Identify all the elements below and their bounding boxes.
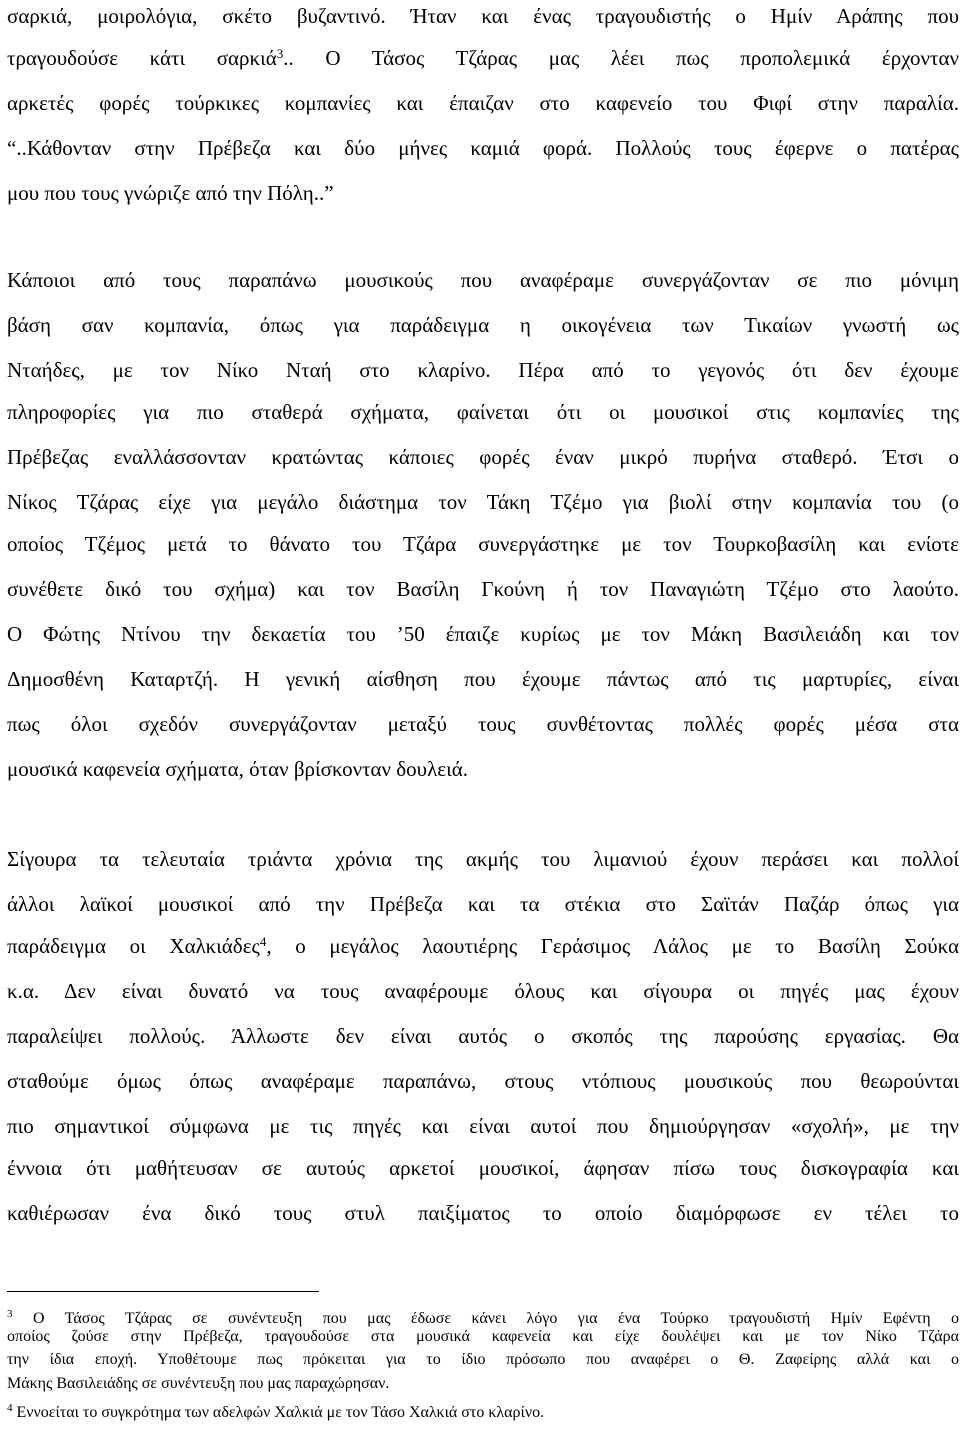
text-line — [7, 181, 959, 207]
footnote-ref[interactable]: 4 — [259, 933, 267, 949]
line-text: σαρκιά, μοιρολόγια, σκέτο βυζαντινό. Ήταν και ένας τραγουδιστής ο Ημίν Αράπης που — [7, 4, 959, 28]
line-text: καθιέρωσαν ένα δικό τους στυλ παιξίματος το οποίο διαμόρφωσε εν τέλει το — [7, 1201, 959, 1225]
text-line — [7, 532, 959, 558]
line-text: πληροφορίες για πιο σταθερά σχήματα, φαίνεται ότι οι μουσικοί στις κομπανίες της — [7, 400, 959, 424]
footnote-text: Μάκης Βασιλειάδης σε συνέντευξη που μας παραχώρησαν. — [7, 1375, 390, 1392]
line-text: οποίος Τζέμος μετά το θάνατο του Τζάρα συνεργάστηκε με τον Τουρκοβασίλη και ενίοτε — [7, 532, 959, 556]
line-text: πιο σημαντικοί σύμφωνα με τις πηγές και είναι αυτοί που δημιούργησαν «σχολή», με την — [7, 1114, 959, 1138]
line-text: , ο μεγάλος λαουτιέρης Γεράσιμος Λάλος με το Βασίλη Σούκα — [266, 934, 959, 958]
text-line — [7, 667, 959, 693]
text-line — [7, 979, 959, 1005]
footnote-text: την ίδια εποχή. Υποθέτουμε πως πρόκειται για το ίδιο πρόσωπο που αναφέρει ο Θ. Ζαφείρης αλλά και ο — [7, 1351, 959, 1368]
footnote-number: 3 — [7, 1308, 13, 1320]
text-line — [7, 268, 959, 294]
line-text: κ.α. Δεν είναι δυνατό να τους αναφέρουμε όλους και σίγουρα οι πηγές μας έχουν — [7, 979, 959, 1003]
line-text: Κάποιοι από τους παραπάνω μουσικούς που αναφέραμε συνεργάζονταν σε πιο μόνιμη — [7, 268, 959, 292]
text-line — [7, 934, 959, 960]
text-line — [7, 46, 959, 72]
footnote-separator — [7, 1291, 319, 1292]
line-text: τραγουδούσε κάτι σαρκιά — [7, 46, 277, 70]
line-text: συνέθετε δικό του σχήμα) και τον Βασίλη Γκούνη ή τον Παναγιώτη Τζέμο στο λαούτο. — [7, 577, 959, 601]
line-text: “..Κάθονταν στην Πρέβεζα και δύο μήνες καμιά φορά. Πολλούς τους έφερνε ο πατέρας — [7, 136, 959, 160]
footnote-text: Εννοείται το συγκρότημα των αδελφών Χαλκιά με τον Τάσο Χαλκιά στο κλαρίνο. — [16, 1404, 545, 1421]
line-text: άλλοι λαϊκοί μουσικοί από την Πρέβεζα και τα στέκια στο Σαϊτάν Παζάρ όπως για — [7, 892, 959, 916]
footnote-number: 4 — [7, 1402, 13, 1414]
line-text: Νίκος Τζάρας είχε για μεγάλο διάστημα τον Τάκη Τζέμο για βιολί στην κομπανία του (ο — [7, 490, 959, 514]
footnote-line — [7, 1398, 959, 1420]
footnote-text: οποίος ζούσε στην Πρέβεζα, τραγουδούσε στα μουσικά καφενεία και είχε δουλέψει και με τον Νίκο Τζάρα — [7, 1328, 959, 1345]
line-text: Πρέβεζας εναλλάσσονταν κρατώντας κάποιες φορές έναν μικρό πυρήνα σταθερό. Έτσι ο — [7, 445, 959, 469]
line-text: παράδειγμα οι Χαλκιάδες — [7, 934, 260, 958]
footnote-line — [7, 1304, 959, 1326]
text-line — [7, 136, 959, 162]
text-line — [7, 358, 959, 384]
line-text: έννοια ότι μαθήτευσαν σε αυτούς αρκετοί μουσικοί, άφησαν πίσω τους δισκογραφία και — [7, 1156, 959, 1180]
line-text: Σίγουρα τα τελευταία τριάντα χρόνια της ακμής του λιμανιού έχουν περάσει και πολλοί — [7, 847, 959, 871]
text-line — [7, 1069, 959, 1095]
line-text: παραλείψει πολλούς. Άλλωστε δεν είναι αυτός ο σκοπός της παρούσης εργασίας. Θα — [7, 1024, 959, 1048]
line-text: Ο Φώτης Ντίνου την δεκαετία του ’50 έπαιζε κυρίως με τον Μάκη Βασιλειάδη και τον — [7, 622, 959, 646]
text-line — [7, 445, 959, 471]
text-line — [7, 1156, 959, 1182]
line-text: σταθούμε όμως όπως αναφέραμε παραπάνω, στους ντόπιους μουσικούς που θεωρούνται — [7, 1069, 959, 1093]
text-line — [7, 847, 959, 873]
text-line — [7, 1024, 959, 1050]
text-line — [7, 4, 959, 30]
footnote-ref[interactable]: 3 — [276, 45, 284, 61]
footnote-line — [7, 1374, 959, 1396]
text-line — [7, 757, 959, 783]
text-line — [7, 313, 959, 339]
line-text: Δημοσθένη Καταρτζή. Η γενική αίσθηση που έχουμε πάντως από τις μαρτυρίες, είναι — [7, 667, 959, 691]
line-text: πως όλοι σχεδόν συνεργάζονταν μεταξύ τους συνθέτοντας πολλές φορές μέσα στα — [7, 712, 959, 736]
text-line — [7, 577, 959, 603]
text-line — [7, 1201, 959, 1227]
text-line — [7, 892, 959, 918]
text-line — [7, 91, 959, 117]
line-text: βάση σαν κομπανία, όπως για παράδειγμα η οικογένεια των Τικαίων γνωστή ως — [7, 313, 959, 337]
line-text: .. Ο Τάσος Τζάρας μας λέει πως προπολεμικά έρχονταν — [283, 46, 959, 70]
line-text: μου που τους γνώριζε από την Πόλη..” — [7, 181, 334, 205]
line-text: μουσικά καφενεία σχήματα, όταν βρίσκονταν δουλειά. — [7, 757, 468, 781]
text-line — [7, 1114, 959, 1140]
text-line — [7, 490, 959, 516]
text-line — [7, 622, 959, 648]
text-line — [7, 712, 959, 738]
footnote-text: Ο Τάσος Τζάρας σε συνέντευξη που μας έδωσε κάνει λόγο για ένα Τούρκο τραγουδιστή Ημίν Εφέντη ο — [32, 1310, 960, 1327]
text-line — [7, 400, 959, 426]
footnote-line — [7, 1327, 959, 1349]
footnote-line — [7, 1350, 959, 1372]
line-text: Νταήδες, με τον Νίκο Νταή στο κλαρίνο. Πέρα από το γεγονός ότι δεν έχουμε — [7, 358, 959, 382]
line-text: αρκετές φορές τούρκικες κομπανίες και έπαιζαν στο καφενείο του Φιφί στην παραλία. — [7, 91, 959, 115]
